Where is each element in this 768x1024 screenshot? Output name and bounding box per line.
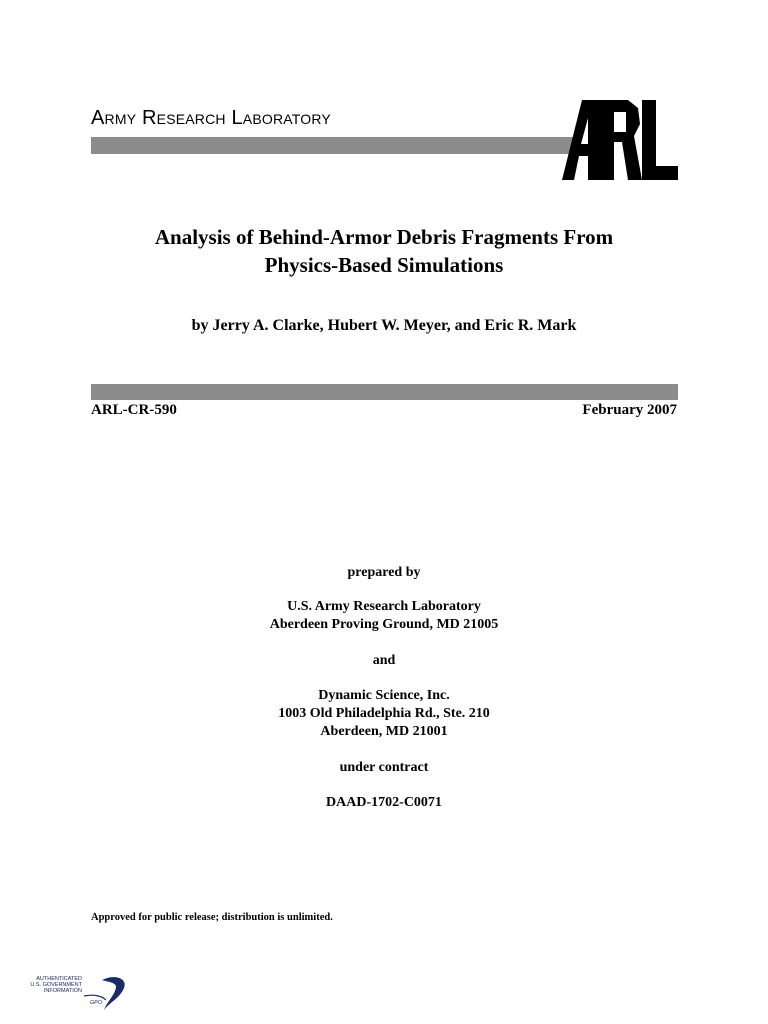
report-title	[84, 223, 684, 279]
org1-name: U.S. Army Research Laboratory	[287, 599, 481, 614]
title-line-1: Analysis of Behind-Armor Debris Fragments From	[154, 225, 614, 249]
org2-city: Aberdeen, MD 21001	[320, 724, 448, 739]
org2-street: 1003 Old Philadelphia Rd., Ste. 210	[278, 706, 490, 721]
gpo-line-1: AUTHENTICATED	[36, 976, 82, 982]
report-number: ARL-CR-590	[91, 402, 177, 418]
org2-name: Dynamic Science, Inc.	[318, 688, 450, 703]
report-date: February 2007	[582, 402, 677, 418]
release-statement: Approved for public release; distribution is unlimited.	[91, 912, 333, 923]
gpo-line-3: INFORMATION	[43, 988, 82, 994]
org1-address: Aberdeen Proving Ground, MD 21005	[269, 617, 499, 632]
contract-number: DAAD-1702-C0071	[326, 795, 442, 810]
gpo-line-4: GPO	[89, 1000, 103, 1006]
authors: by Jerry A. Clarke, Hubert W. Meyer, and Eric R. Mark	[191, 317, 577, 334]
gpo-line-2: U.S. GOVERNMENT	[30, 982, 82, 988]
title-line-2: Physics-Based Simulations	[264, 253, 504, 277]
preparing-organization-1	[84, 598, 684, 634]
prepared-by-label: prepared by	[347, 565, 421, 580]
divider-bar	[91, 384, 678, 400]
conjunction-and: and	[372, 653, 396, 668]
header-bar	[91, 137, 591, 154]
contract-label: under contract	[339, 760, 429, 775]
arl-logo	[560, 96, 680, 182]
gpo-seal	[30, 974, 134, 1014]
preparing-organization-2	[84, 687, 684, 741]
organization-name: Army Research Laboratory	[91, 107, 331, 129]
eagle-icon	[102, 977, 125, 1010]
